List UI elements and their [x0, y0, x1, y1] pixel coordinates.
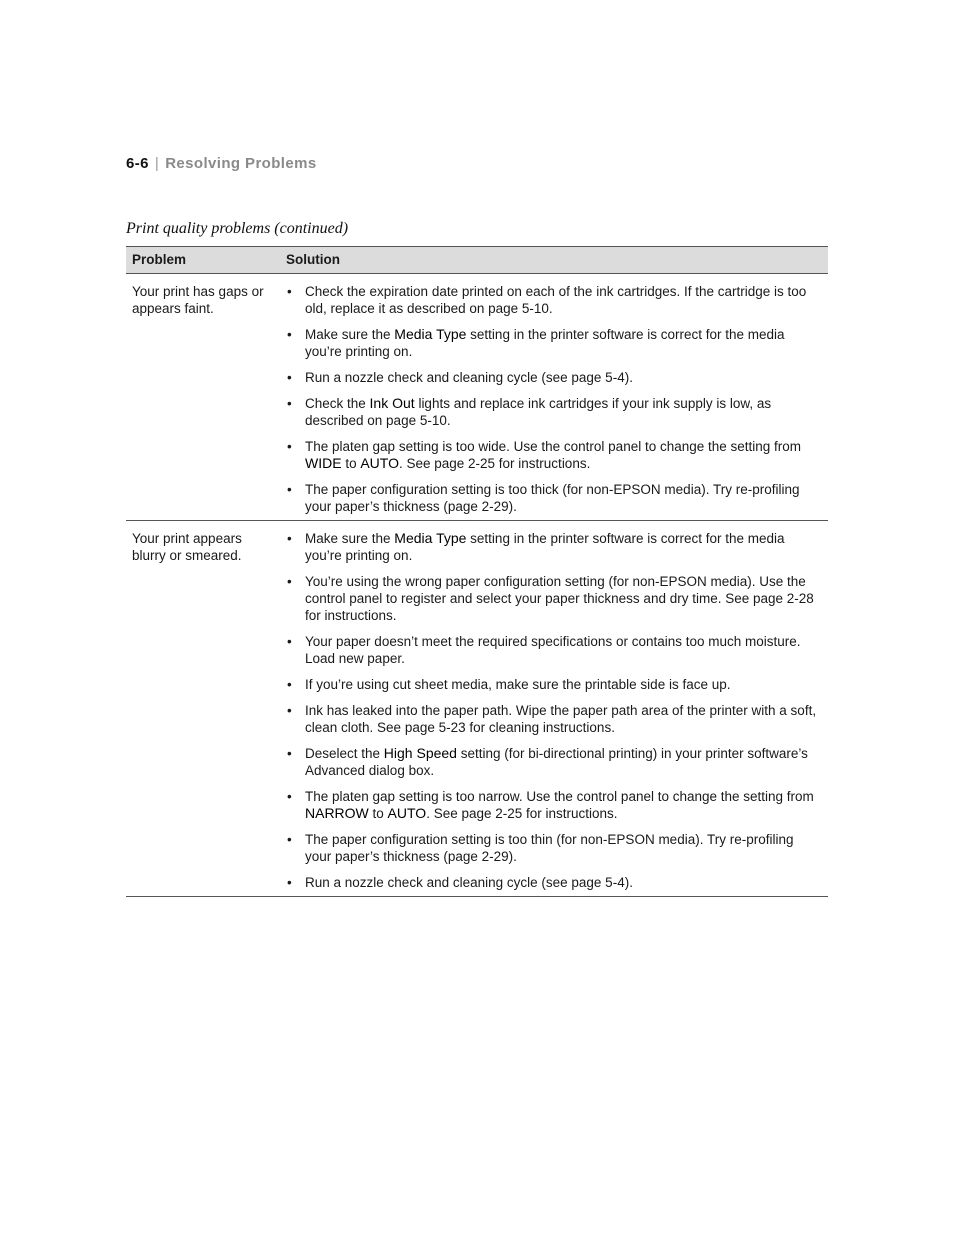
table-row [126, 274, 828, 521]
solution-text: Make sure the [305, 327, 395, 342]
solution-text: setting in the printer software is correct for the media you’re printing on. [305, 327, 785, 359]
solution-item [286, 395, 820, 429]
solution-item [286, 573, 820, 624]
table-body [126, 274, 828, 897]
solution-text: lights and replace ink cartridges if your ink supply is low, as described on page 5-10. [305, 396, 772, 428]
setting-name: Media Type [394, 326, 467, 342]
solution-text: to [368, 806, 388, 821]
solution-text: setting in the printer software is correct for the media you’re printing on. [305, 531, 785, 563]
solution-item [286, 481, 820, 515]
table-caption: Print quality problems (continued) [126, 220, 349, 237]
solution-item [286, 438, 820, 472]
setting-name: AUTO [387, 805, 427, 821]
solution-cell [280, 274, 828, 521]
header-separator: | [154, 155, 160, 172]
setting-name: WIDE [305, 455, 342, 471]
setting-name: High Speed [383, 745, 457, 761]
solution-text: Make sure the [305, 531, 395, 546]
solution-list [286, 530, 820, 891]
solution-text: You’re using the wrong paper configuration setting (for non-EPSON media). Use the control panel to register and select your paper thickness and dry time. See page 2-28 for instructions. [305, 574, 814, 623]
solution-text: The paper configuration setting is too thin (for non-EPSON media). Try re-profiling your paper’s thickness (page 2-29). [305, 832, 794, 864]
solution-item [286, 633, 820, 667]
solution-item [286, 326, 820, 360]
solution-text: If you’re using cut sheet media, make sure the printable side is face up. [305, 677, 731, 692]
setting-name: Media Type [394, 530, 467, 546]
solution-text: . See page 2-25 for instructions. [426, 806, 618, 821]
print-quality-table [126, 246, 828, 897]
solution-text: The paper configuration setting is too thick (for non-EPSON media). Try re-profiling your paper’s thickness (page 2-29). [305, 482, 800, 514]
solution-text: to [341, 456, 361, 471]
setting-name: NARROW [305, 805, 369, 821]
table-header-row [126, 247, 828, 274]
solution-text: . See page 2-25 for instructions. [398, 456, 591, 471]
section-title: Resolving Problems [165, 155, 317, 172]
solution-item [286, 530, 820, 564]
solution-text: Run a nozzle check and cleaning cycle (see page 5-4). [305, 875, 633, 890]
solution-item [286, 702, 820, 736]
solution-item [286, 874, 820, 891]
solution-text: The platen gap setting is too wide. Use the control panel to change the setting from [305, 439, 802, 454]
solution-item [286, 745, 820, 779]
problem-cell: Your print has gaps or appears faint. [126, 274, 280, 521]
solution-text: Check the [305, 396, 370, 411]
solution-text: Deselect the [305, 746, 384, 761]
column-header-solution: Solution [280, 247, 828, 274]
solution-text: Your paper doesn’t meet the required specifications or contains too much moisture. Load new paper. [305, 634, 801, 666]
solution-item [286, 676, 820, 693]
solution-item [286, 831, 820, 865]
column-header-problem: Problem [126, 247, 280, 274]
solution-text: Ink has leaked into the paper path. Wipe the paper path area of the printer with a soft, clean cloth. See page 5-23 for cleaning instructions. [305, 703, 817, 735]
running-header [126, 155, 317, 172]
solution-text: Run a nozzle check and cleaning cycle (see page 5-4). [305, 370, 633, 385]
solution-text: Check the expiration date printed on each of the ink cartridges. If the cartridge is too old, replace it as described on page 5-10. [305, 284, 807, 316]
solution-cell [280, 521, 828, 897]
solution-item [286, 788, 820, 822]
table-row [126, 521, 828, 897]
page-number: 6-6 [126, 155, 149, 172]
solution-item [286, 369, 820, 386]
solution-list [286, 283, 820, 515]
setting-name: Ink Out [369, 395, 415, 411]
problem-cell: Your print appears blurry or smeared. [126, 521, 280, 897]
solution-item [286, 283, 820, 317]
solution-text: The platen gap setting is too narrow. Use the control panel to change the setting from [305, 789, 814, 804]
setting-name: AUTO [360, 455, 399, 471]
solution-text: setting (for bi-directional printing) in your printer software’s Advanced dialog box. [305, 746, 808, 778]
